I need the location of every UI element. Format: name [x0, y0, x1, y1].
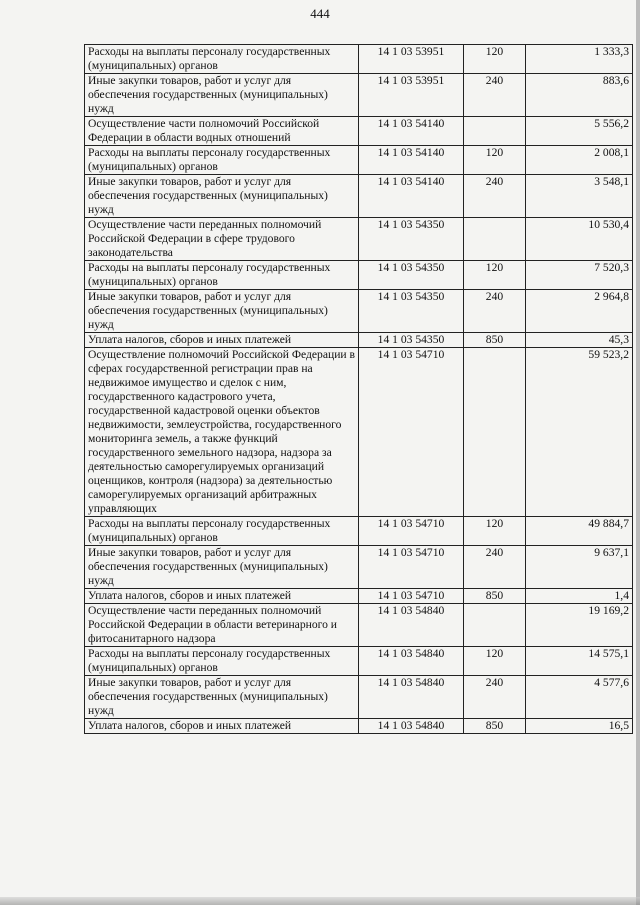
amount-cell: 14 575,1: [526, 647, 633, 676]
target-code-cell: 14 1 03 54140: [359, 175, 464, 218]
expense-name-cell: Уплата налогов, сборов и иных платежей: [85, 333, 359, 348]
table-row: [85, 45, 633, 74]
table-row: [85, 589, 633, 604]
target-code-cell: 14 1 03 54840: [359, 647, 464, 676]
scan-bottom-edge: [0, 897, 640, 905]
expense-type-cell: [464, 604, 526, 647]
amount-cell: 2 964,8: [526, 290, 633, 333]
expense-name-cell: Осуществление части полномочий Российской Федерации в области водных отношений: [85, 117, 359, 146]
table-row: [85, 517, 633, 546]
scan-edge: [636, 0, 640, 905]
amount-cell: 883,6: [526, 74, 633, 117]
expense-type-cell: 850: [464, 719, 526, 734]
target-code-cell: 14 1 03 54840: [359, 676, 464, 719]
target-code-cell: 14 1 03 54840: [359, 604, 464, 647]
table-row: [85, 261, 633, 290]
expense-name-cell: Иные закупки товаров, работ и услуг для обеспечения государственных (муниципальных) нужд: [85, 546, 359, 589]
expense-type-cell: 120: [464, 647, 526, 676]
table-row: [85, 333, 633, 348]
amount-cell: 1,4: [526, 589, 633, 604]
expense-name-cell: Иные закупки товаров, работ и услуг для обеспечения государственных (муниципальных) нужд: [85, 74, 359, 117]
amount-cell: 5 556,2: [526, 117, 633, 146]
budget-table: [84, 44, 633, 734]
target-code-cell: 14 1 03 54710: [359, 517, 464, 546]
amount-cell: 59 523,2: [526, 348, 633, 517]
page-number: 444: [310, 6, 330, 21]
table-row: [85, 719, 633, 734]
expense-type-cell: 240: [464, 676, 526, 719]
amount-cell: 9 637,1: [526, 546, 633, 589]
amount-cell: 45,3: [526, 333, 633, 348]
expense-name-cell: Расходы на выплаты персоналу государственных (муниципальных) органов: [85, 261, 359, 290]
expense-name-cell: Иные закупки товаров, работ и услуг для обеспечения государственных (муниципальных) нужд: [85, 676, 359, 719]
table-row: [85, 676, 633, 719]
amount-cell: 4 577,6: [526, 676, 633, 719]
expense-type-cell: [464, 348, 526, 517]
target-code-cell: 14 1 03 53951: [359, 45, 464, 74]
target-code-cell: 14 1 03 54140: [359, 146, 464, 175]
target-code-cell: 14 1 03 54350: [359, 261, 464, 290]
table-row: [85, 175, 633, 218]
expense-name-cell: Иные закупки товаров, работ и услуг для обеспечения государственных (муниципальных) нужд: [85, 290, 359, 333]
target-code-cell: 14 1 03 54140: [359, 117, 464, 146]
expense-name-cell: Расходы на выплаты персоналу государственных (муниципальных) органов: [85, 517, 359, 546]
amount-cell: 2 008,1: [526, 146, 633, 175]
table-row: [85, 74, 633, 117]
table-row: [85, 348, 633, 517]
target-code-cell: 14 1 03 54840: [359, 719, 464, 734]
expense-type-cell: 120: [464, 261, 526, 290]
expense-type-cell: 120: [464, 517, 526, 546]
amount-cell: 3 548,1: [526, 175, 633, 218]
expense-name-cell: Осуществление полномочий Российской Федерации в сферах государственной регистрации прав на недвижимое имущество и сделок с ним, государственного кадастрового учета, государственной кадастровой оценки объектов недвижимости, землеустройства, государственного мониторинга земель, а также функций государственного земельного надзора, надзора за деятельностью саморегулируемых организаций оценщиков, контроля (надзора) за деятельностью саморегулируемых организаций арбитражных управляющих: [85, 348, 359, 517]
amount-cell: 49 884,7: [526, 517, 633, 546]
expense-name-cell: Уплата налогов, сборов и иных платежей: [85, 589, 359, 604]
expense-type-cell: 240: [464, 546, 526, 589]
target-code-cell: 14 1 03 54350: [359, 333, 464, 348]
amount-cell: 7 520,3: [526, 261, 633, 290]
amount-cell: 19 169,2: [526, 604, 633, 647]
expense-type-cell: 120: [464, 146, 526, 175]
expense-type-cell: 850: [464, 333, 526, 348]
expense-type-cell: 240: [464, 74, 526, 117]
expense-name-cell: Расходы на выплаты персоналу государственных (муниципальных) органов: [85, 146, 359, 175]
table-row: [85, 290, 633, 333]
target-code-cell: 14 1 03 54350: [359, 218, 464, 261]
table-row: [85, 218, 633, 261]
expense-type-cell: [464, 117, 526, 146]
table-row: [85, 647, 633, 676]
table-row: [85, 604, 633, 647]
target-code-cell: 14 1 03 54710: [359, 348, 464, 517]
target-code-cell: 14 1 03 54710: [359, 546, 464, 589]
table-row: [85, 146, 633, 175]
expense-type-cell: 240: [464, 290, 526, 333]
expense-name-cell: Осуществление части переданных полномочий Российской Федерации в области ветеринарного и фитосанитарного надзора: [85, 604, 359, 647]
amount-cell: 16,5: [526, 719, 633, 734]
expense-name-cell: Расходы на выплаты персоналу государственных (муниципальных) органов: [85, 45, 359, 74]
expense-type-cell: 240: [464, 175, 526, 218]
expense-type-cell: 120: [464, 45, 526, 74]
table-row: [85, 117, 633, 146]
target-code-cell: 14 1 03 54710: [359, 589, 464, 604]
expense-type-cell: [464, 218, 526, 261]
expense-name-cell: Расходы на выплаты персоналу государственных (муниципальных) органов: [85, 647, 359, 676]
target-code-cell: 14 1 03 54350: [359, 290, 464, 333]
table-row: [85, 546, 633, 589]
target-code-cell: 14 1 03 53951: [359, 74, 464, 117]
expense-type-cell: 850: [464, 589, 526, 604]
expense-name-cell: Уплата налогов, сборов и иных платежей: [85, 719, 359, 734]
amount-cell: 10 530,4: [526, 218, 633, 261]
amount-cell: 1 333,3: [526, 45, 633, 74]
expense-name-cell: Иные закупки товаров, работ и услуг для обеспечения государственных (муниципальных) нужд: [85, 175, 359, 218]
expense-name-cell: Осуществление части переданных полномочий Российской Федерации в сфере трудового законодательства: [85, 218, 359, 261]
